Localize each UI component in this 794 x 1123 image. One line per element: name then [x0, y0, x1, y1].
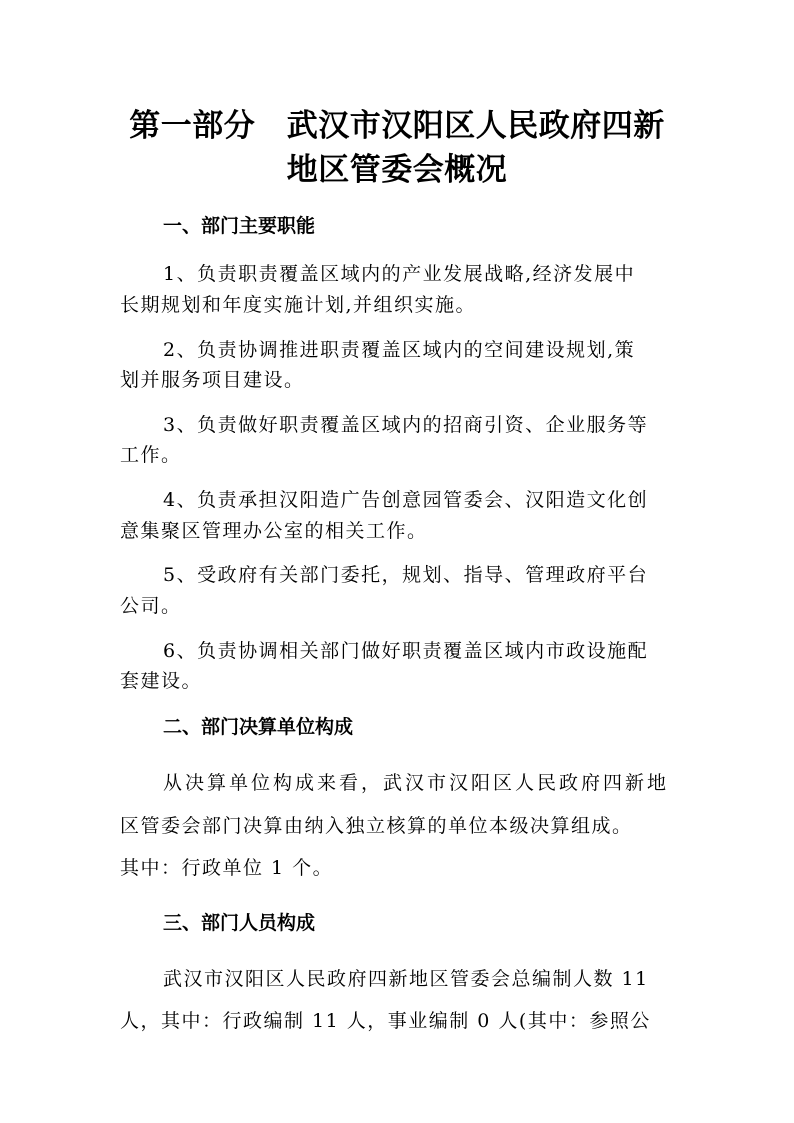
function-item-4-line-1: 4、负责承担汉阳造广告创意园管委会、汉阳造文化创 [163, 489, 649, 511]
function-item-1-line-2: 长期规划和年度实施计划,并组织实施。 [120, 294, 477, 316]
staffing-line-2: 人，其中：行政编制 11 人，事业编制 0 人(其中：参照公 [120, 1010, 651, 1032]
budget-units-line-2: 区管委会部门决算由纳入独立核算的单位本级决算组成。 [120, 815, 633, 837]
budget-units-line-3: 其中：行政单位 1 个。 [120, 857, 334, 879]
page-title-line-1: 第一部分 武汉市汉阳区人民政府四新 [129, 108, 665, 144]
section-heading-staffing: 三、部门人员构成 [163, 912, 316, 934]
section-heading-budget-units: 二、部门决算单位构成 [163, 716, 354, 738]
function-item-3-line-1: 3、负责做好职责覆盖区域内的招商引资、企业服务等 [163, 414, 649, 436]
budget-units-line-1: 从决算单位构成来看，武汉市汉阳区人民政府四新地 [163, 772, 670, 794]
function-item-6-line-1: 6、负责协调相关部门做好职责覆盖区域内市政设施配 [163, 640, 649, 662]
function-item-2-line-1: 2、负责协调推进职责覆盖区域内的空间建设规划,策 [163, 339, 636, 361]
function-item-2-line-2: 划并服务项目建设。 [120, 369, 305, 391]
function-item-5-line-2: 公司。 [120, 595, 182, 617]
function-item-6-line-2: 套建设。 [120, 670, 203, 692]
page-title-line-2: 地区管委会概况 [286, 152, 508, 188]
function-item-5-line-1: 5、受政府有关部门委托，规划、指导、管理政府平台 [163, 564, 649, 586]
section-heading-functions: 一、部门主要职能 [163, 215, 316, 237]
function-item-1-line-1: 1、负责职责覆盖区域内的产业发展战略,经济发展中 [163, 263, 636, 285]
function-item-3-line-2: 工作。 [120, 444, 182, 466]
staffing-line-1: 武汉市汉阳区人民政府四新地区管委会总编制人数 11 [163, 968, 649, 990]
function-item-4-line-2: 意集聚区管理办公室的相关工作。 [120, 520, 428, 542]
